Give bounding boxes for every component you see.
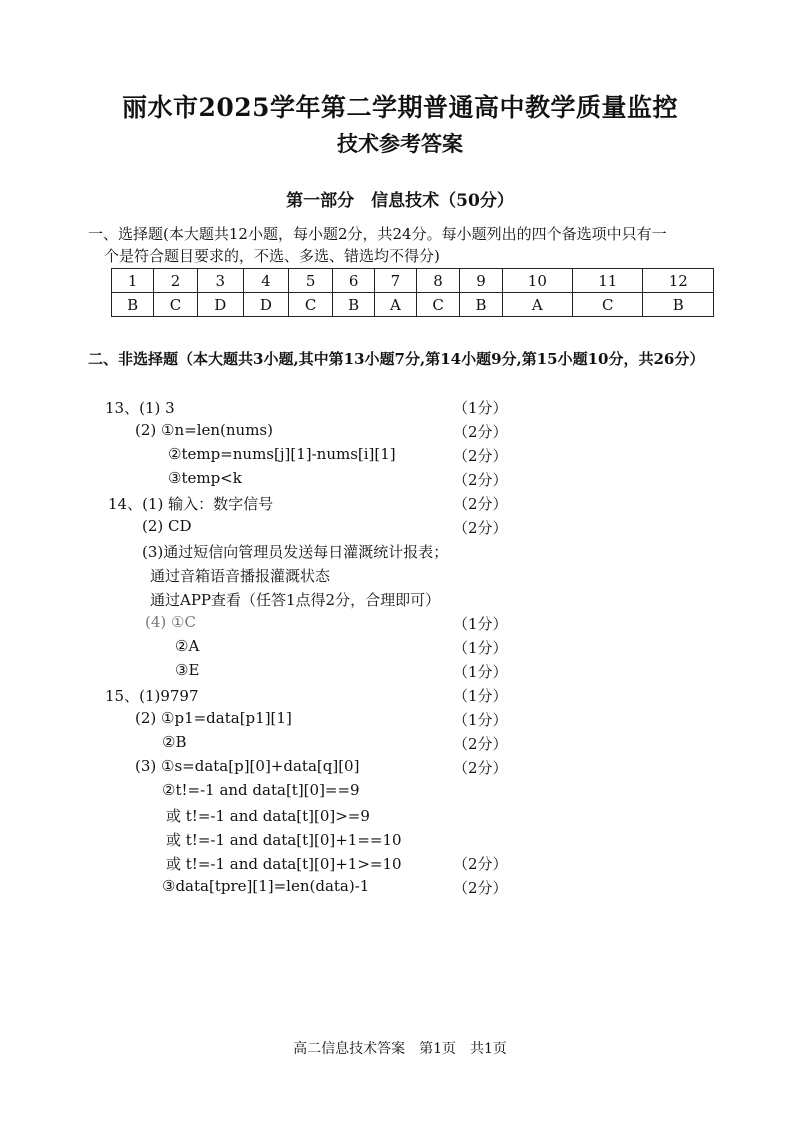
points-label: （2分） bbox=[453, 495, 508, 513]
points-label: （2分） bbox=[453, 447, 508, 465]
answer-cell: A bbox=[502, 293, 572, 317]
question-number: 11 bbox=[573, 269, 643, 293]
answer-cell: D bbox=[243, 293, 289, 317]
page-footer: 高二信息技术答案 第1页 共1页 bbox=[293, 1041, 507, 1057]
answer-line: ②t!=-1 and data[t][0]==9 bbox=[162, 781, 360, 799]
points-label: （2分） bbox=[453, 879, 508, 897]
answer-line: ②A bbox=[175, 637, 200, 655]
answer-cell: C bbox=[289, 293, 333, 317]
answer-cell: D bbox=[197, 293, 243, 317]
answer-line: 或 t!=-1 and data[t][0]+1==10 bbox=[166, 831, 402, 849]
answer-line: ③temp<k bbox=[168, 469, 242, 487]
answer-line: 或 t!=-1 and data[t][0]>=9 bbox=[166, 807, 370, 825]
answer-line: ③data[tpre][1]=len(data)-1 bbox=[162, 877, 370, 895]
answer-cell: C bbox=[573, 293, 643, 317]
answer-cell: C bbox=[154, 293, 198, 317]
answer-line: ③E bbox=[175, 661, 200, 679]
answer-table bbox=[111, 268, 714, 317]
answer-cell: B bbox=[460, 293, 502, 317]
question-number-row bbox=[112, 269, 714, 293]
points-label: （1分） bbox=[453, 615, 508, 633]
points-label: （1分） bbox=[453, 687, 508, 705]
answer-line: (2) ①p1=data[p1][1] bbox=[135, 709, 292, 727]
points-label: （2分） bbox=[453, 759, 508, 777]
question-number: 8 bbox=[416, 269, 460, 293]
answer-line: 15、(1)9797 bbox=[105, 687, 199, 705]
question-number: 10 bbox=[502, 269, 572, 293]
answer-line: 通过APP查看（任答1点得2分，合理即可） bbox=[150, 591, 441, 609]
answer-line: 或 t!=-1 and data[t][0]+1>=10 bbox=[166, 855, 402, 873]
answer-line: ②temp=nums[j][1]-nums[i][1] bbox=[168, 445, 396, 463]
answer-row bbox=[112, 293, 714, 317]
question-number: 4 bbox=[243, 269, 289, 293]
answer-cell: C bbox=[416, 293, 460, 317]
points-label: （1分） bbox=[453, 663, 508, 681]
points-label: （2分） bbox=[453, 519, 508, 537]
section2-heading: 二、非选择题（本大题共3小题,其中第13小题7分,第14小题9分,第15小题10分，共26分） bbox=[88, 350, 705, 368]
answer-line: (4) ①C bbox=[145, 613, 196, 631]
points-label: （2分） bbox=[453, 423, 508, 441]
question-number: 9 bbox=[460, 269, 502, 293]
points-label: （2分） bbox=[453, 471, 508, 489]
section1-line2: 个是符合题目要求的，不选、多选、错选均不得分) bbox=[104, 247, 440, 265]
answer-cell: B bbox=[643, 293, 714, 317]
points-label: （1分） bbox=[453, 639, 508, 657]
answer-line: (2) ①n=len(nums) bbox=[135, 421, 273, 439]
points-label: （1分） bbox=[453, 711, 508, 729]
answer-line: (3)通过短信向管理员发送每日灌溉统计报表； bbox=[142, 543, 449, 561]
answer-cell: B bbox=[112, 293, 154, 317]
answer-cell: B bbox=[333, 293, 375, 317]
points-label: （2分） bbox=[453, 735, 508, 753]
question-number: 1 bbox=[112, 269, 154, 293]
answer-line: (2) CD bbox=[142, 517, 192, 535]
points-label: （1分） bbox=[453, 399, 508, 417]
section1-line1: 一、选择题(本大题共12小题，每小题2分，共24分。每小题列出的四个备选项中只有一 bbox=[88, 225, 667, 243]
question-number: 7 bbox=[375, 269, 417, 293]
answer-line: ②B bbox=[162, 733, 187, 751]
question-number: 6 bbox=[333, 269, 375, 293]
answer-line: (3) ①s=data[p][0]+data[q][0] bbox=[135, 757, 360, 775]
answer-line: 13、(1) 3 bbox=[105, 399, 175, 417]
page-title: 丽水市2025学年第二学期普通高中教学质量监控 bbox=[121, 93, 679, 122]
question-number: 3 bbox=[197, 269, 243, 293]
answer-cell: A bbox=[375, 293, 417, 317]
answer-line: 14、(1) 输入：数字信号 bbox=[108, 495, 274, 513]
question-number: 2 bbox=[154, 269, 198, 293]
question-number: 12 bbox=[643, 269, 714, 293]
page-subtitle: 技术参考答案 bbox=[337, 131, 463, 156]
question-number: 5 bbox=[289, 269, 333, 293]
section1-heading bbox=[88, 223, 728, 267]
part-heading: 第一部分 信息技术（50分） bbox=[286, 191, 514, 211]
points-label: （2分） bbox=[453, 855, 508, 873]
answer-line: 通过音箱语音播报灌溉状态 bbox=[150, 567, 331, 585]
